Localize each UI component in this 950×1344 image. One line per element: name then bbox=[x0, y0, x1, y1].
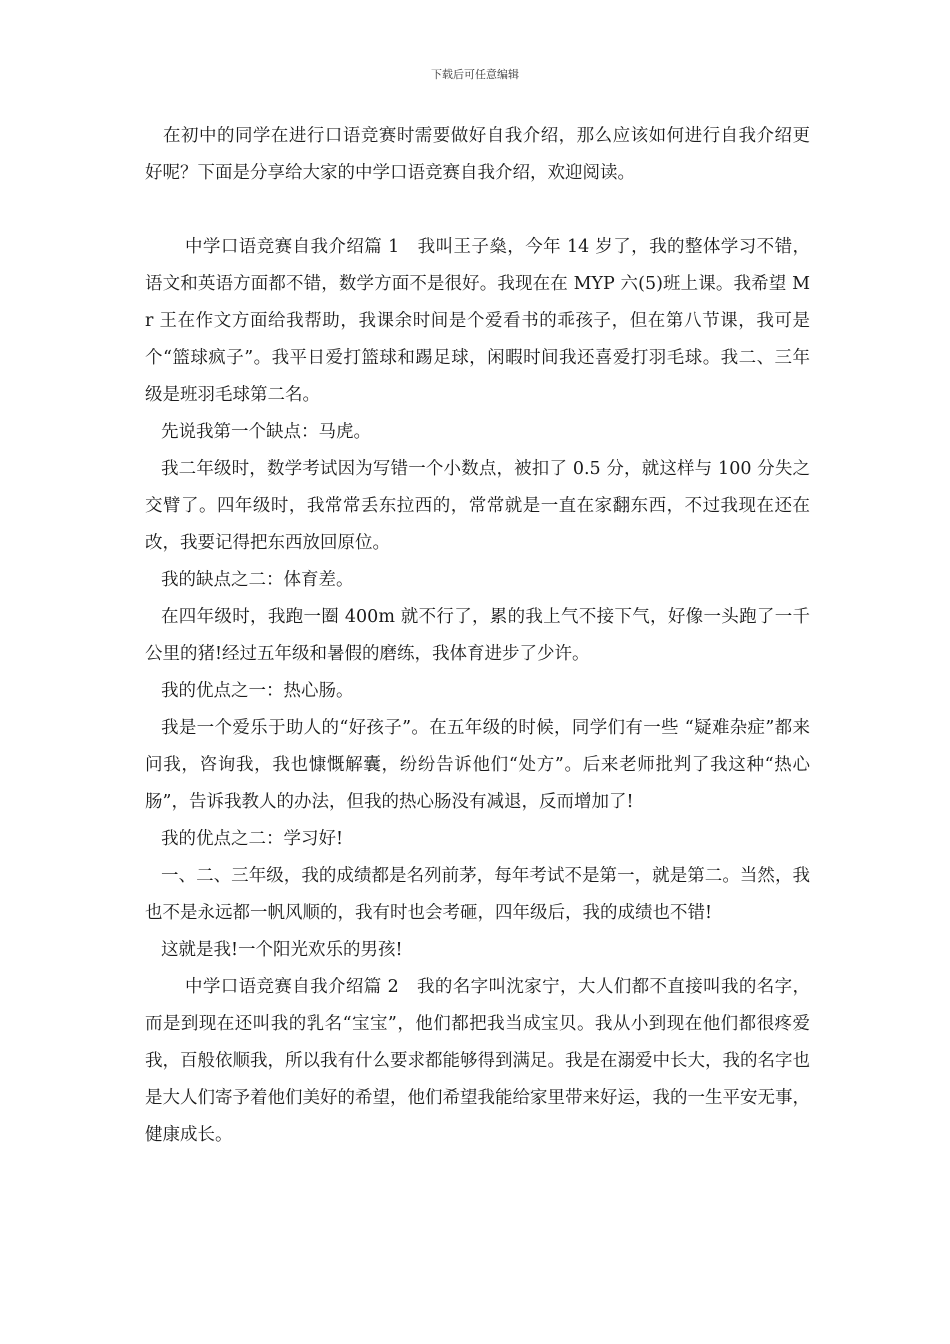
weakness-1-paragraph: 我二年级时，数学考试因为写错一个小数点，被扣了 0.5 分，就这样与 100 分失之交臂了。四年级时，我常常丢东拉西的，常常就是一直在家翻东西，不过我现在还在改，我要记得把东西放回原位。 bbox=[145, 459, 810, 553]
page-header: 下载后可任意编辑 bbox=[431, 68, 519, 81]
intro-paragraph: 在初中的同学在进行口语竞赛时需要做好自我介绍，那么应该如何进行自我介绍更好呢？下面是分享给大家的中学口语竞赛自我介绍，欢迎阅读。 bbox=[145, 126, 810, 183]
strength-2-heading: 我的优点之二：学习好! bbox=[161, 829, 344, 849]
section-2-paragraph: 中学口语竞赛自我介绍篇 2 我的名字叫沈家宁，大人们都不直接叫我的名字，而是到现在还叫我的乳名“宝宝”，他们都把我当成宝贝。我从小到现在他们都很疼爱我，百般依顺我，所以我有什么要求都能够得到满足。我是在溺爱中长大，我的名字也是大人们寄予着他们美好的希望，他们希望我能给家里带来好运，我的一生平安无事，健康成长。 bbox=[145, 977, 810, 1145]
weakness-1-heading: 先说我第一个缺点：马虎。 bbox=[161, 422, 371, 442]
weakness-2-paragraph: 在四年级时，我跑一圈 400m 就不行了，累的我上气不接下气，好像一头跑了一千公里的猪!经过五年级和暑假的磨练，我体育进步了少许。 bbox=[145, 607, 810, 664]
section-1-paragraph: 中学口语竞赛自我介绍篇 1 我叫王子燊，今年 14 岁了，我的整体学习不错，语文和英语方面都不错，数学方面不是很好。我现在在 MYP 六(5)班上课。我希望 Mr 王在作文方面给我帮助，我课余时间是个爱看书的乖孩子，但在第八节课，我可是个“篮球疯子”。我平日爱打篮球和踢足球，闲暇时间我还喜爱打羽毛球。我二、三年级是班羽毛球第二名。 bbox=[145, 237, 810, 405]
strength-1-paragraph: 我是一个爱乐于助人的“好孩子”。在五年级的时候，同学们有一些 “疑难杂症”都来问我，咨询我，我也慷慨解囊，纷纷告诉他们“处方”。后来老师批判了我这种“热心肠”，告诉我教人的办法，但我的热心肠没有减退，反而增加了! bbox=[145, 718, 810, 812]
document-body bbox=[145, 118, 810, 1154]
conclusion-line: 这就是我!一个阳光欢乐的男孩! bbox=[161, 940, 403, 960]
weakness-2-heading: 我的缺点之二：体育差。 bbox=[161, 570, 354, 590]
strength-1-heading: 我的优点之一：热心肠。 bbox=[161, 681, 354, 701]
strength-2-paragraph: 一、二、三年级，我的成绩都是名列前茅，每年考试不是第一，就是第二。当然，我也不是永远都一帆风顺的，我有时也会考砸，四年级后，我的成绩也不错! bbox=[145, 866, 810, 923]
